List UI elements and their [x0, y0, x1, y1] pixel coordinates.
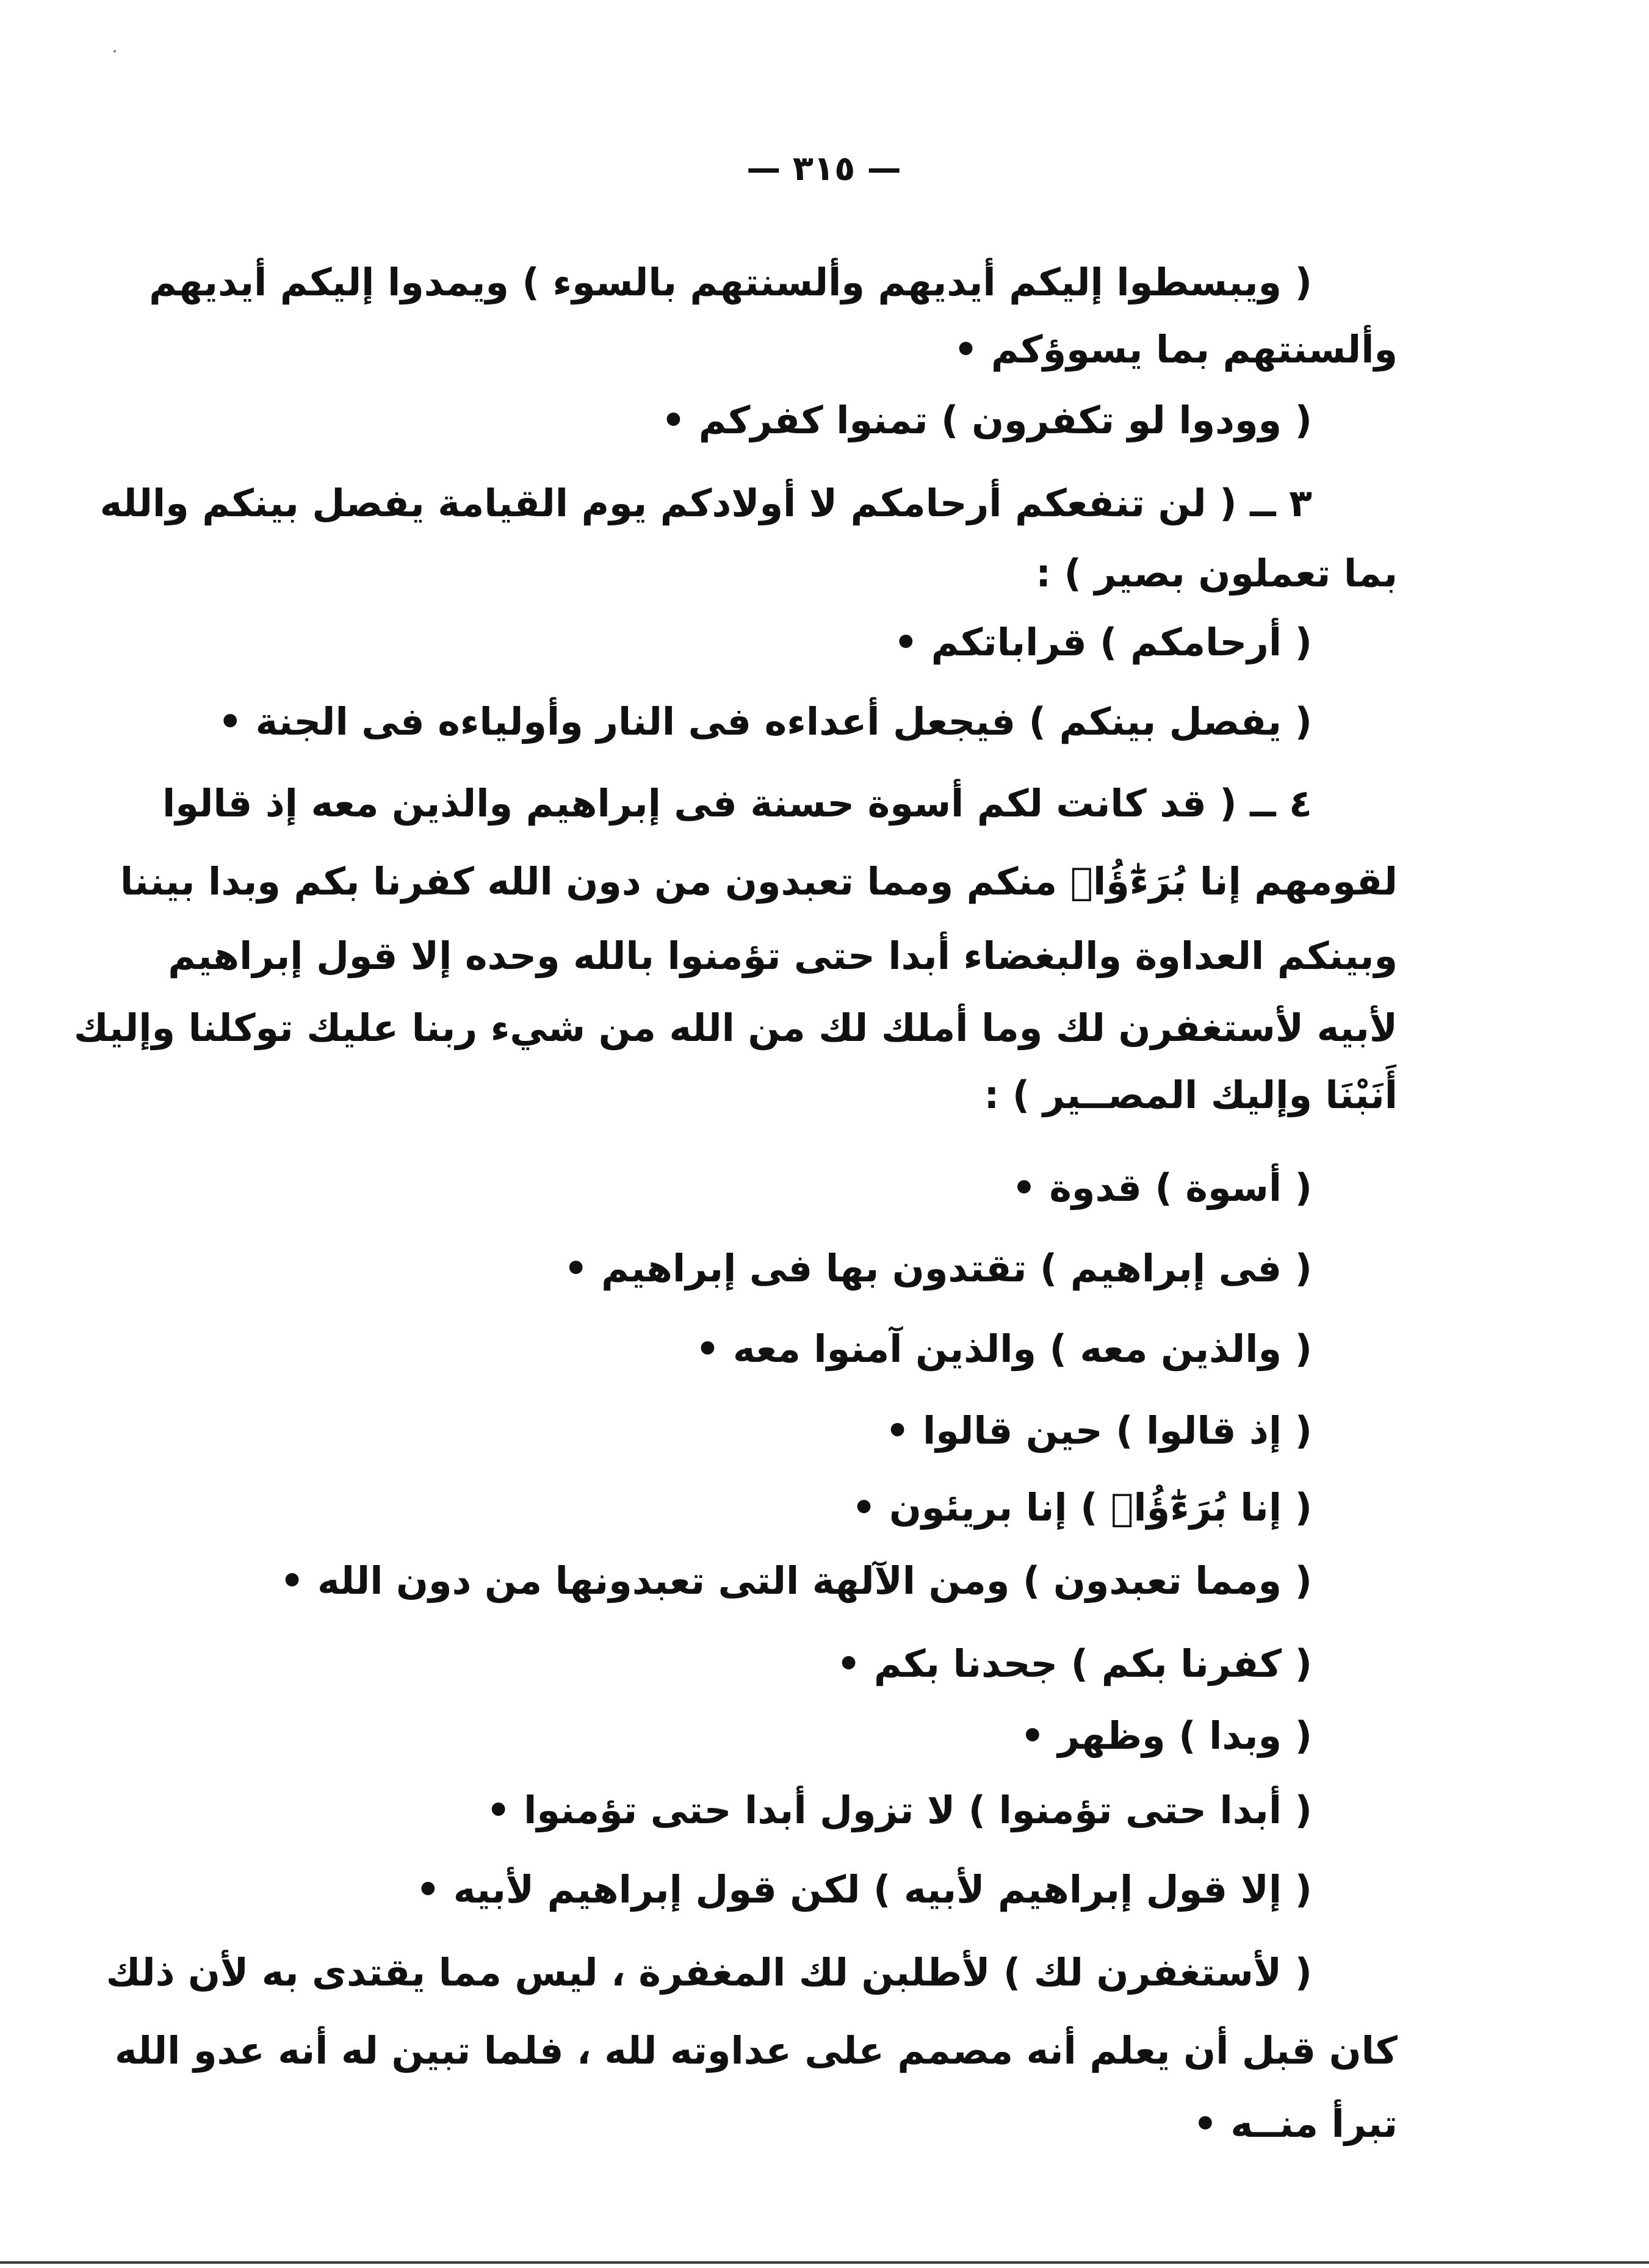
text-line: بما تعملون بصير ) :: [1036, 551, 1398, 596]
text-line: ٤ ــ ( قد كانت لكم أسوة حسنة فى إبراهيم والذين معه إذ قالوا: [162, 781, 1312, 826]
text-line: ( ويبسطوا إليكم أيديهم وألسنتهم بالسوء ) ويمدوا إليكم أيديهم: [149, 260, 1312, 304]
text-line: ( إنا بُرَءَٰٓؤُا۟ ) إنا بريئون •: [851, 1485, 1312, 1530]
scan-speck: [114, 50, 116, 52]
text-line: ( وودوا لو تكفرون ) تمنوا كفركم •: [661, 398, 1312, 442]
text-line: لأبيه لأستغفرن لك وما أملك لك من الله من شيء ربنا عليك توكلنا وإليك: [73, 1006, 1398, 1050]
text-line: تبرأ منــه •: [1193, 2101, 1398, 2146]
text-line: أَنَبْنَا وإليك المصــير ) :: [984, 1073, 1398, 1117]
text-line: وبينكم العداوة والبغضاء أبدا حتى تؤمنوا بالله وحده إلا قول إبراهيم: [168, 934, 1398, 978]
text-line: ( أسوة ) قدوة •: [1012, 1165, 1312, 1210]
text-line: ( إلا قول إبراهيم لأبيه ) لكن قول إبراهيم لأبيه •: [416, 1867, 1312, 1912]
text-line: ( لأستغفرن لك ) لأطلبن لك المغفرة ، ليس مما يقتدى به لأن ذلك: [106, 1950, 1312, 1995]
text-line: وألسنتهم بما يسوؤكم •: [953, 327, 1398, 372]
text-line: ( إذ قالوا ) حين قالوا •: [885, 1408, 1312, 1453]
page-number: — ٣١٥ —: [746, 149, 901, 189]
text-line: ( كفرنا بكم ) جحدنا بكم •: [836, 1641, 1312, 1686]
text-line: لقومهم إنا بُرَءَٰٓؤُا۟ منكم ومما تعبدون من دون الله كفرنا بكم وبدا بيننا: [120, 859, 1398, 904]
text-line: ( يفصل بينكم ) فيجعل أعداءه فى النار وأولياءه فى الجنة •: [218, 699, 1312, 744]
text-line: ( ومما تعبدون ) ومن الآلهة التى تعبدونها من دون الله •: [280, 1558, 1312, 1603]
text-line: ( فى إبراهيم ) تقتدون بها فى إبراهيم •: [563, 1246, 1312, 1291]
text-line: ( والذين معه ) والذين آمنوا معه •: [695, 1327, 1312, 1371]
text-line: ( وبدا ) وظهر •: [1020, 1713, 1312, 1758]
text-line: ( أبدا حتى تؤمنوا ) لا تزول أبدا حتى تؤمنوا •: [486, 1788, 1312, 1832]
page-bottom-border: [0, 2261, 1649, 2264]
text-line: كان قبل أن يعلم أنه مصمم على عداوته لله ، فلما تبين له أنه عدو الله: [114, 2028, 1398, 2073]
text-line: ٣ ــ ( لن تنفعكم أرحامكم لا أولادكم يوم القيامة يفصل بينكم والله: [99, 481, 1312, 525]
text-line: ( أرحامكم ) قراباتكم •: [893, 620, 1312, 664]
